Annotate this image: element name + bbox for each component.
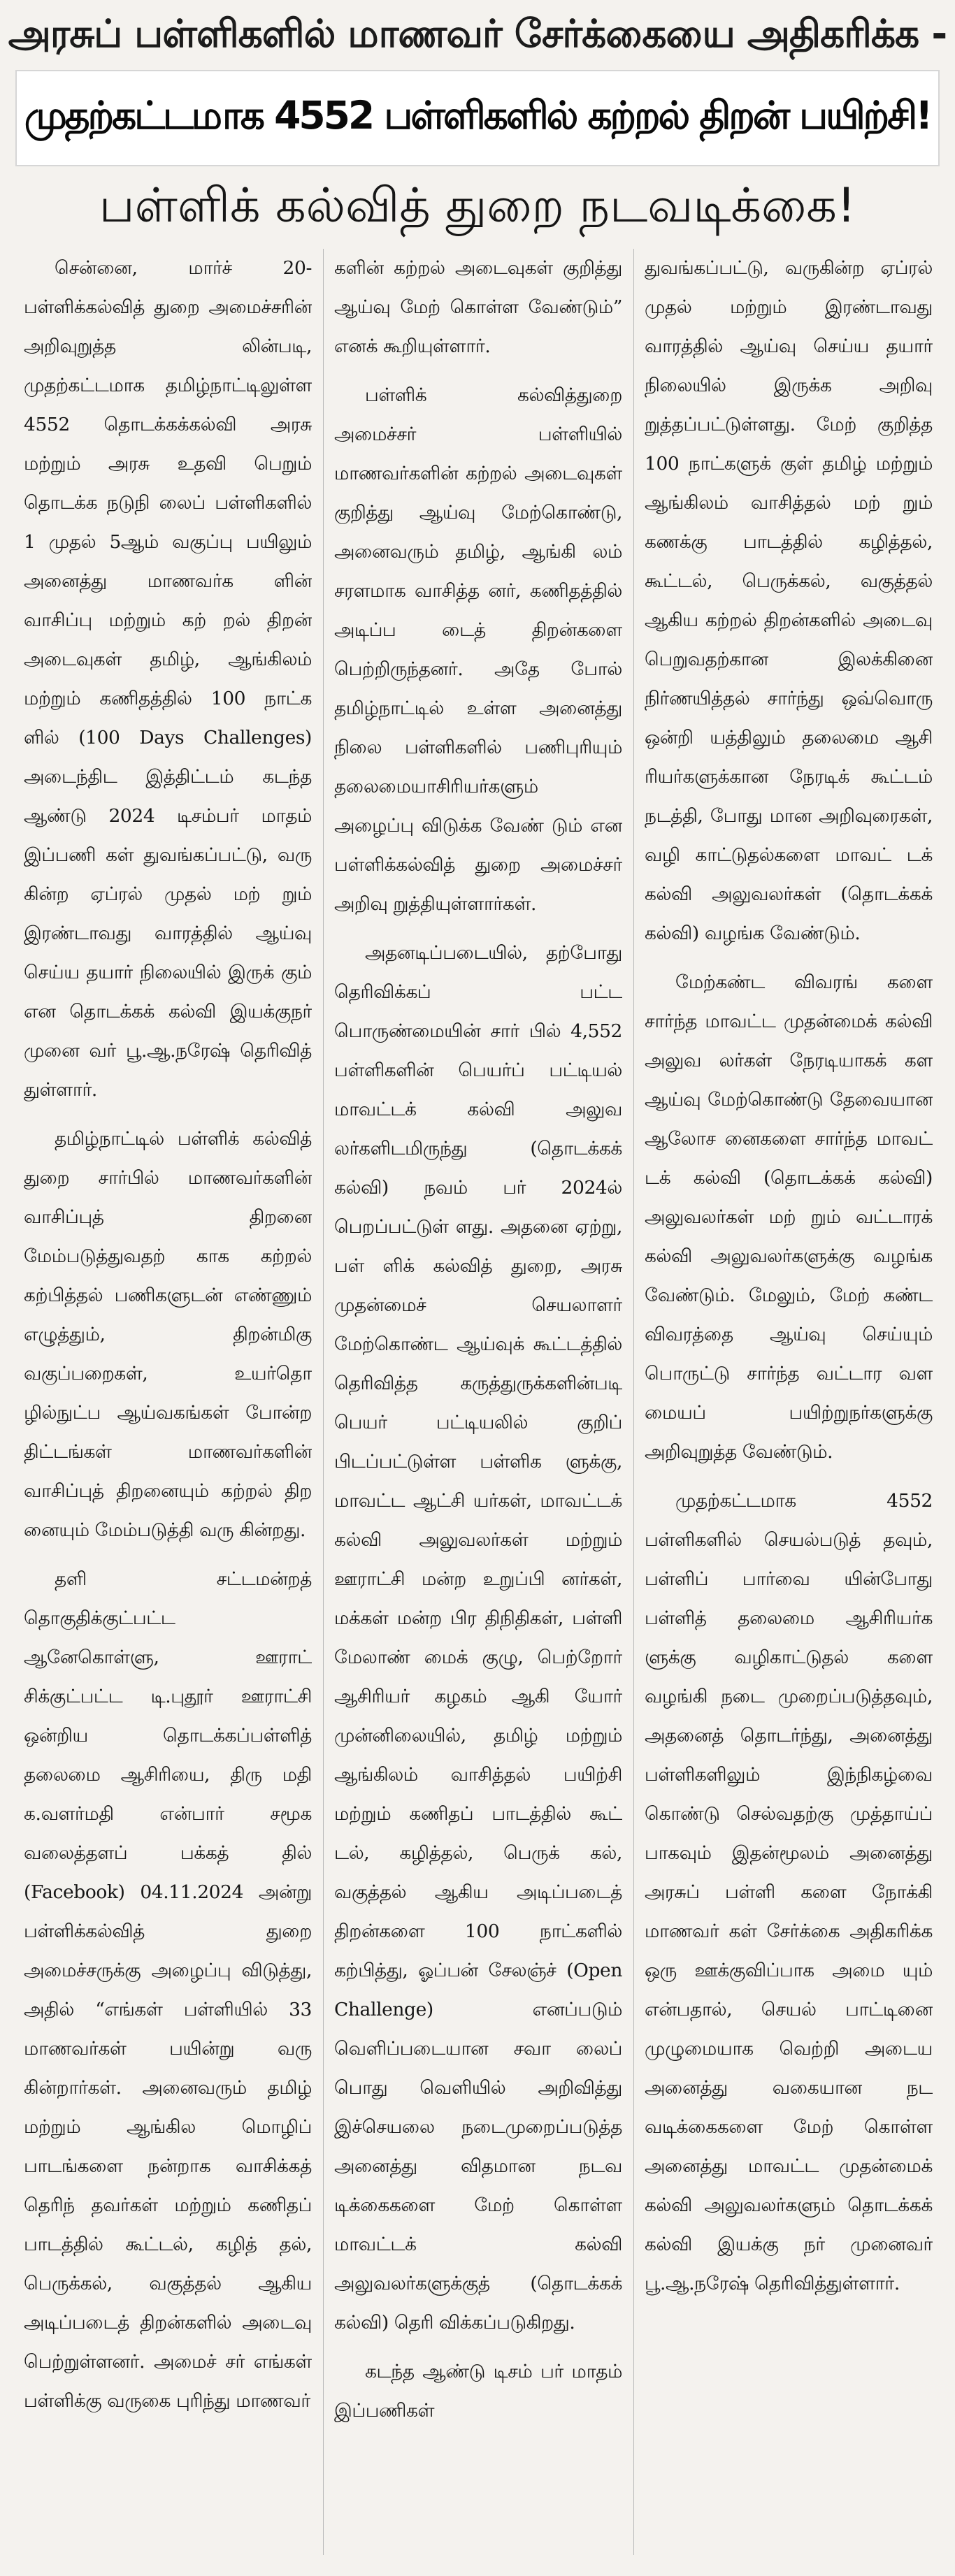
paragraph: முதற்கட்டமாக 4552 பள்ளிகளில் செயல்படுத் தவும், பள்ளிப் பார்வை யின்போது பள்ளித் தலைமை ஆசிரியர்க ளுக்கு வழிகாட்டுதல் களை வழங்கி நடை முறைப்படுத்தவும், அதனைத் தொடர்ந்து, அனைத்து பள்ளிகளிலும் இந்நிகழ்வை கொண்டு செல்வதற்கு முத்தாய்ப் பாகவும் இதன்மூலம் அனைத்து அரசுப் பள்ளி களை நோக்கி மாணவர் கள் சேர்க்கை அதிகரிக்க ஒரு ஊக்குவிப்பாக அமை யும் என்பதால், செயல் பாட்டினை முழுமையாக வெற்றி அடைய அனைத்து வகையான நட வடிக்கைகளை மேற் கொள்ள அனைத்து மாவட்ட முதன்மைக் கல்வி அலுவலர்களும் தொடக்கக் கல்வி இயக்கு நர் முனைவர் பூ.ஆ.நரேஷ் தெரிவித்துள்ளார். — [645, 1490, 933, 2294]
paragraph: துவங்கப்பட்டு, வருகின்ற ஏப்ரல் முதல் மற்றும் இரண்டாவது வாரத்தில் ஆய்வு செய்ய தயார் நிலையில் இருக்க அறிவு றுத்தப்பட்டுள்ளது. மேற் குறித்த 100 நாட்களுக் குள் தமிழ் மற்றும் ஆங்கிலம் வாசித்தல் மற் றும் கணக்கு பாடத்தில் கழித்தல், கூட்டல், பெருக்கல், வகுத்தல் ஆகிய கற்றல் திறன்களில் அடைவு பெறுவதற்கான இலக்கினை நிர்ணயித்தல் சார்ந்து ஒவ்வொரு ஒன்றி யத்திலும் தலைமை ஆசி ரியர்களுக்கான நேரடிக் கூட்டம் நடத்தி, போது மான அறிவுரைகள், வழி காட்டுதல்களை மாவட் டக் கல்வி அலுவலர்கள் (தொடக்கக் கல்வி) வழங்க வேண்டும். — [645, 257, 933, 944]
article-body — [24, 249, 933, 2562]
column-divider — [633, 249, 634, 2555]
paragraph: தளி சட்டமன்றத் தொகுதிக்குட்பட்ட ஆனேகொள்ளு, ஊராட் சிக்குட்பட்ட டி.புதூர் ஊராட்சி ஒன்றிய தொடக்கப்பள்ளித் தலைமை ஆசிரியை, திரு மதி க.வளர்மதி என்பார் சமூக வலைத்தளப் பக்கத் தில் (Facebook) 04.11.2024 அன்று பள்ளிக்கல்வித் துறை அமைச்சருக்கு அழைப்பு விடுத்து, அதில் “எங்கள் பள்ளியில் 33 மாணவர்கள் பயின்று வரு கின்றார்கள். அனைவரும் தமிழ் மற்றும் ஆங்கில மொழிப் பாடங்களை நன்றாக வாசிக்கத் தெரிந் தவர்கள் மற்றும் கணிதப் பாடத்தில் கூட்டல், கழித் தல், பெருக்கல், வகுத்தல் ஆகிய அடிப்படைத் திறன்களில் அடைவு பெற்றுள்ளனர். அமைச் சர் எங்கள் பள்ளிக்கு வருகை புரிந்து மாணவர் — [24, 1568, 312, 2412]
paragraph: களின் கற்றல் அடைவுகள் குறித்து ஆய்வு மேற் கொள்ள வேண்டும்” எனக் கூறியுள்ளார். — [334, 257, 622, 357]
headline: முதற்கட்டமாக 4552 பள்ளிகளில் கற்றல் திறன் பயிற்சி! — [24, 93, 931, 138]
column-2 — [334, 249, 622, 2562]
column-1 — [24, 249, 312, 2562]
paragraph: தமிழ்நாட்டில் பள்ளிக் கல்வித் துறை சார்பில் மாணவர்களின் வாசிப்புத் திறனை மேம்படுத்துவதற் காக கற்றல் கற்பித்தல் பணிகளுடன் எண்ணும் எழுத்தும், திறன்மிகு வகுப்பறைகள், உயர்தொ ழில்நுட்ப ஆய்வகங்கள் போன்ற திட்டங்கள் மாணவர்களின் வாசிப்புத் திறனையும் கற்றல் திற னையும் மேம்படுத்தி வரு கின்றது. — [24, 1128, 312, 1541]
column-3 — [645, 249, 933, 2562]
paragraph: மேற்கண்ட விவரங் களை சார்ந்த மாவட்ட முதன்மைக் கல்வி அலுவ லர்கள் நேரடியாகக் கள ஆய்வு மேற்கொண்டு தேவையான ஆலோச னைகளை சார்ந்த மாவட் டக் கல்வி (தொடக்கக் கல்வி) அலுவலர்கள் மற் றும் வட்டாரக் கல்வி அலுவலர்களுக்கு வழங்க வேண்டும். மேலும், மேற் கண்ட விவரத்தை ஆய்வு செய்யும் பொருட்டு சார்ந்த வட்டார வள மையப் பயிற்றுநர்களுக்கு அறிவுறுத்த வேண்டும். — [645, 971, 933, 1463]
column-divider — [323, 249, 324, 2555]
subheadline: பள்ளிக் கல்வித் துறை நடவடிக்கை! — [99, 178, 856, 233]
headline-box — [15, 70, 940, 166]
paragraph: பள்ளிக் கல்வித்துறை அமைச்சர் பள்ளியில் மாணவர்களின் கற்றல் அடைவுகள் குறித்து ஆய்வு மேற்கொண்டு, அனைவரும் தமிழ், ஆங்கி லம் சரளமாக வாசித்த னர், கணிதத்தில் அடிப்ப டைத் திறன்களை பெற்றிருந்தனர். அதே போல் தமிழ்நாட்டில் உள்ள அனைத்து நிலை பள்ளிகளில் பணிபுரியும் தலைமையாசிரியர்களும் அழைப்பு விடுக்க வேண் டும் என பள்ளிக்கல்வித் துறை அமைச்சர் அறிவு றுத்தியுள்ளார்கள். — [334, 384, 622, 915]
paragraph: அதனடிப்படையில், தற்போது தெரிவிக்கப் பட்ட பொருண்மையின் சார் பில் 4,552 பள்ளிகளின் பெயர்ப் பட்டியல் மாவட்டக் கல்வி அலுவ லர்களிடமிருந்து (தொடக்கக் கல்வி) நவம் பர் 2024ல் பெறப்பட்டுள் ளது. அதனை ஏற்று, பள் ளிக் கல்வித் துறை, அரசு முதன்மைச் செயலாளர் மேற்கொண்ட ஆய்வுக் கூட்டத்தில் தெரிவித்த கருத்துருக்களின்படி பெயர் பட்டியலில் குறிப் பிடப்பட்டுள்ள பள்ளிக ளுக்கு, மாவட்ட ஆட்சி யர்கள், மாவட்டக் கல்வி அலுவலர்கள் மற்றும் ஊராட்சி மன்ற உறுப்பி னர்கள், மக்கள் மன்ற பிர திநிதிகள், பள்ளி மேலாண் மைக் குழு, பெற்றோர் ஆசிரியர் கழகம் ஆகி யோர் முன்னிலையில், தமிழ் மற்றும் ஆங்கிலம் வாசித்தல் பயிற்சி மற்றும் கணிதப் பாடத்தில் கூட் டல், கழித்தல், பெருக் கல், வகுத்தல் ஆகிய அடிப்படைத் திறன்களை 100 நாட்களில் கற்பித்து, ஓப்பன் சேலஞ்ச் (Open Challenge) எனப்படும் வெளிப்படையான சவா லைப் பொது வெளியில் அறிவித்து இச்செயலை நடைமுறைப்படுத்த அனைத்து விதமான நடவ டிக்கைகளை மேற் கொள்ள மாவட்டக் கல்வி அலுவலர்களுக்குத் (தொடக்கக் கல்வி) தெரி விக்கப்படுகிறது. — [334, 942, 622, 2333]
kicker-line: அரசுப் பள்ளிகளில் மாணவர் சேர்க்கையை அதிகரிக்க - — [8, 11, 947, 56]
paragraph: கடந்த ஆண்டு டிசம் பர் மாதம் இப்பணிகள் — [334, 2361, 622, 2422]
paragraph: சென்னை, மார்ச் 20- பள்ளிக்கல்வித் துறை அமைச்சரின் அறிவுறுத்த லின்படி, முதற்கட்டமாக தமிழ்நாட்டிலுள்ள 4552 தொடக்கக்கல்வி அரசு மற்றும் அரசு உதவி பெறும் தொடக்க நடுநி லைப் பள்ளிகளில் 1 முதல் 5ஆம் வகுப்பு பயிலும் அனைத்து மாணவர்க ளின் வாசிப்பு மற்றும் கற் றல் திறன் அடைவுகள் தமிழ், ஆங்கிலம் மற்றும் கணிதத்தில் 100 நாட்க ளில் (100 Days Challenges) அடைந்திட இத்திட்டம் கடந்த ஆண்டு 2024 டிசம்பர் மாதம் இப்பணி கள் துவங்கப்பட்டு, வரு கின்ற ஏப்ரல் முதல் மற் றும் இரண்டாவது வாரத்தில் ஆய்வு செய்ய தயார் நிலையில் இருக் கும் என தொடக்கக் கல்வி இயக்குநர் முனை வர் பூ.ஆ.நரேஷ் தெரிவித் துள்ளார். — [24, 257, 312, 1101]
